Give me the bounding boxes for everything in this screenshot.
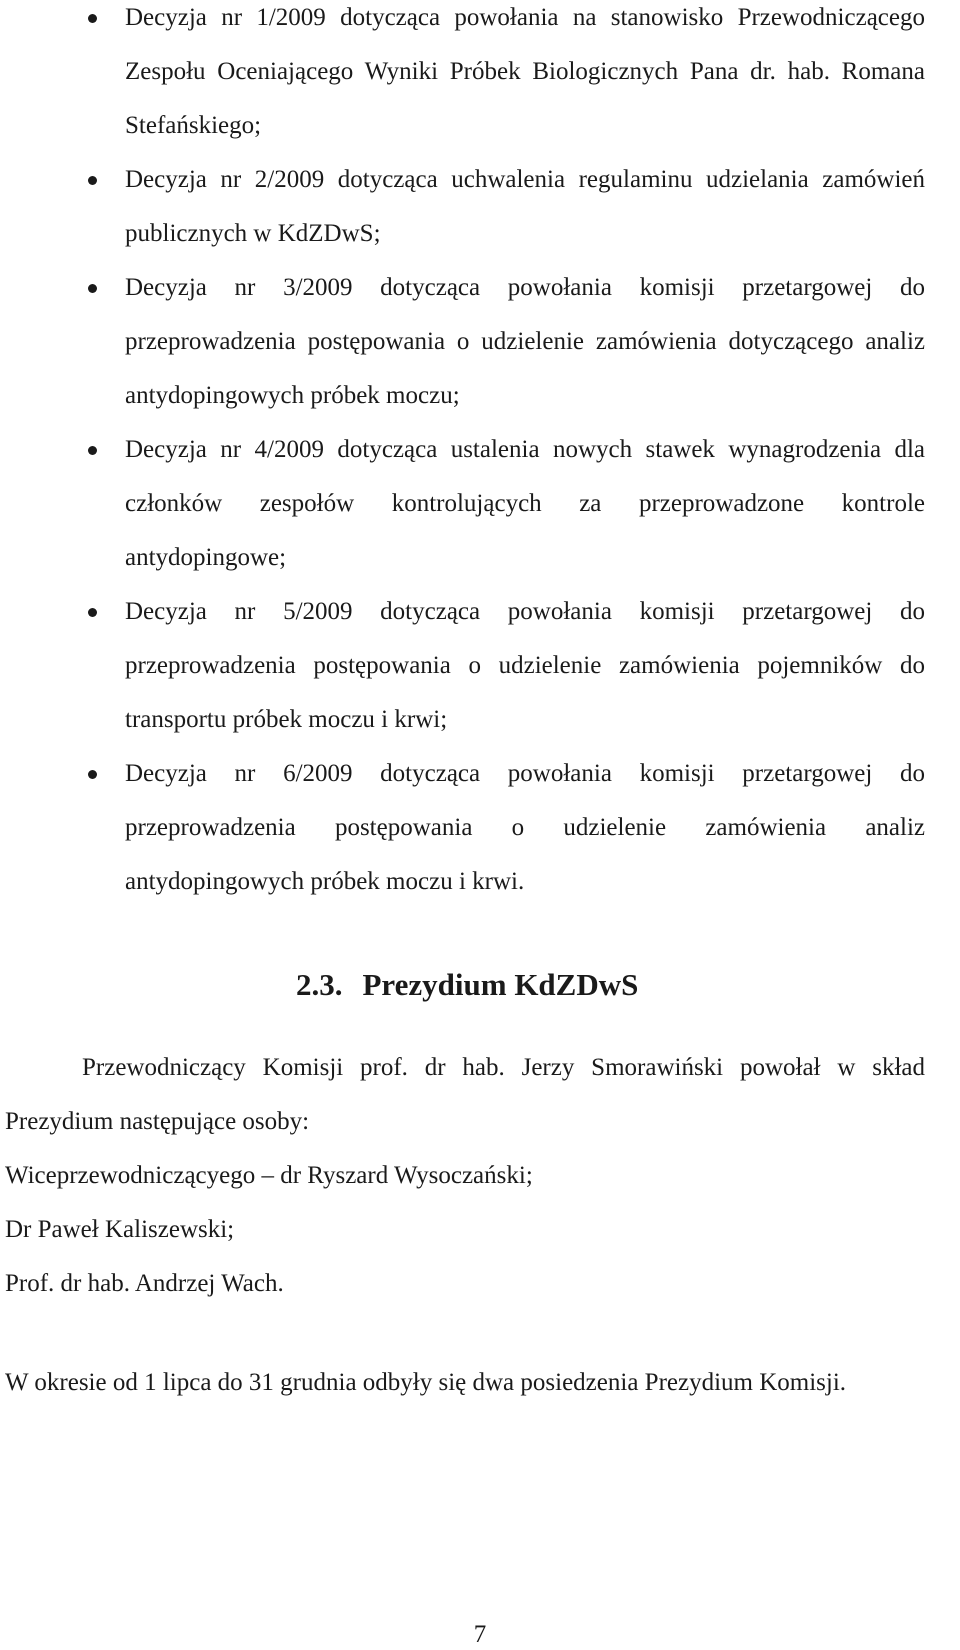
bullet-icon <box>88 770 97 779</box>
bullet-icon <box>88 14 97 23</box>
list-item <box>125 0 925 153</box>
list-item <box>125 423 925 585</box>
presidium-paragraph-text: Przewodniczący Komisji prof. dr hab. Jerzy Smorawiński powołał w skład Prezydium następujące osoby: <box>5 1054 925 1135</box>
meetings-paragraph <box>5 1356 925 1410</box>
member-line: Dr Paweł Kaliszewski; <box>5 1216 235 1243</box>
list-item <box>125 747 925 909</box>
page-number: 7 <box>473 1621 487 1648</box>
list-item-text: Decyzja nr 4/2009 dotycząca ustalenia nowych stawek wynagrodzenia dla członków zespołów kontrolujących za przeprowadzone kontrole antydopingowe; <box>125 436 925 571</box>
list-item-text: Decyzja nr 1/2009 dotycząca powołania na stanowisko Przewodniczącego Zespołu Oceniającego Wyniki Próbek Biologicznych Pana dr. hab. Romana Stefańskiego; <box>125 4 925 139</box>
section-title: Prezydium KdZDwS <box>362 967 639 1002</box>
decisions-list <box>125 0 925 909</box>
list-item-text: Decyzja nr 6/2009 dotycząca powołania komisji przetargowej do przeprowadzenia postępowania o udzielenie zamówienia analiz antydopingowych próbek moczu i krwi. <box>125 760 925 895</box>
bullet-icon <box>88 176 97 185</box>
member-line: Wiceprzewodniczącyego – dr Ryszard Wysoczański; <box>5 1162 533 1189</box>
meetings-paragraph-text: W okresie od 1 lipca do 31 grudnia odbyły się dwa posiedzenia Prezydium Komisji. <box>5 1369 847 1396</box>
section-number: 2.3. <box>296 967 343 1002</box>
list-item-text: Decyzja nr 2/2009 dotycząca uchwalenia regulaminu udzielania zamówień publicznych w KdZDwS; <box>125 166 925 247</box>
list-item <box>125 585 925 747</box>
presidium-paragraph <box>5 1041 925 1149</box>
list-item-text: Decyzja nr 3/2009 dotycząca powołania komisji przetargowej do przeprowadzenia postępowania o udzielenie zamówienia dotyczącego analiz antydopingowych próbek moczu; <box>125 274 925 409</box>
bullet-icon <box>88 446 97 455</box>
members-list <box>5 1149 925 1311</box>
list-item <box>125 261 925 423</box>
bullet-icon <box>88 284 97 293</box>
member-line: Prof. dr hab. Andrzej Wach. <box>5 1270 284 1297</box>
list-item <box>125 153 925 261</box>
bullet-icon <box>88 608 97 617</box>
section-heading <box>296 965 638 1005</box>
list-item-text: Decyzja nr 5/2009 dotycząca powołania komisji przetargowej do przeprowadzenia postępowania o udzielenie zamówienia pojemników do transportu próbek moczu i krwi; <box>125 598 925 733</box>
